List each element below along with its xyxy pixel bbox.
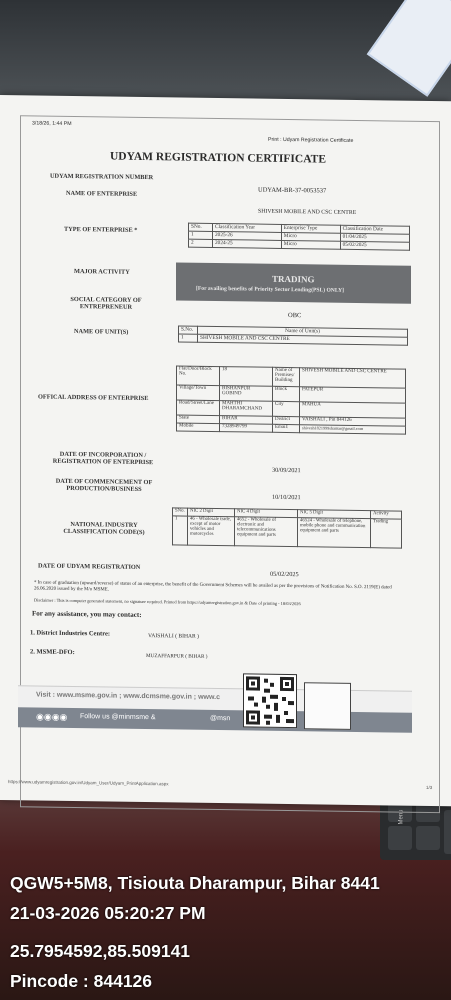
type-header: Enterprise Type — [281, 224, 340, 233]
social-icons: ◉◉◉◉ — [36, 711, 68, 722]
state-value: BIHAR — [220, 416, 273, 425]
nic-header: Activity — [371, 511, 402, 519]
type-cell: 2 — [189, 239, 213, 247]
units-header: Name of Unit(s) — [198, 326, 408, 337]
type-header: SNo. — [189, 223, 213, 231]
district-value: VAISHALI , Pin 844126 — [300, 417, 406, 426]
type-cell: 2024-25 — [213, 239, 282, 248]
reg-number-label: UDYAM REGISTRATION NUMBER — [50, 172, 154, 182]
menu-key-label: Menu — [398, 809, 405, 825]
type-cell: Micro — [281, 232, 340, 241]
incorporation-label: DATE OF INCORPORATION / REGISTRATION OF ENTERPRISE — [52, 450, 154, 467]
flat-value: 18 — [220, 367, 273, 387]
enterprise-name-value: SHIVESH MOBILE AND CSC CENTRE — [258, 208, 357, 216]
type-cell: 05/02/2025 — [340, 241, 409, 250]
nic-header: SNo. — [173, 508, 188, 516]
premises-label: Name of Premises/ Building — [273, 367, 300, 386]
geotag-datetime: 21-03-2026 05:20:27 PM — [10, 903, 206, 923]
dfo-value: MUZAFFARPUR ( BIHAR ) — [146, 653, 208, 660]
print-datetime: 3/18/26, 1:44 PM — [32, 120, 72, 127]
commencement-value: 10/10/2021 — [272, 493, 301, 502]
nic-cell: 46524 - Wholesale of telephone, mobile phone and communication equipment and parts — [298, 518, 371, 548]
type-cell: Micro — [281, 240, 340, 249]
social-label: SOCIAL CATEGORY OF ENTREPRENEUR — [70, 295, 142, 311]
assistance-label: For any assistance, you may contact: — [32, 609, 142, 619]
visit-text: Visit : www.msme.gov.in ; www.dcmsme.gov.in ; www.c — [36, 691, 220, 702]
mobile-label: Mobile — [177, 423, 220, 432]
incorporation-value: 30/09/2021 — [272, 466, 301, 475]
nic-header: NIC 2 Digit — [188, 508, 235, 517]
email-label: Email: — [273, 424, 300, 432]
units-label: NAME OF UNIT(S) — [74, 328, 129, 336]
activity-value: TRADING — [272, 273, 315, 285]
commencement-label: DATE OF COMMENCEMENT OF PRODUCTION/BUSINESS — [55, 477, 153, 493]
dic-label: 1. District Industries Centre: — [30, 629, 111, 638]
city-value: MAHUA — [300, 402, 406, 418]
footnote-disclaimer: Disclaimer : This is computer generated statement, no signature required. Printed from https://udyamregistration.gov.in & Date of printing - 18/03/2026 — [34, 597, 301, 607]
district-label: District — [273, 416, 300, 424]
activity-note: [For availing benefits of Priority Sector Lending(PSL) ONLY] — [196, 285, 344, 294]
geotag-coordinates: 25.7954592,85.509141 — [10, 941, 191, 961]
qr-code — [243, 673, 297, 728]
type-label: TYPE OF ENTERPRISE * — [64, 225, 138, 234]
units-header: S.No. — [179, 326, 198, 334]
road-value: MAHTHI DHARAMCHAND — [220, 401, 273, 417]
type-cell: 2025-26 — [213, 231, 282, 240]
activity-label: MAJOR ACTIVITY — [74, 268, 130, 276]
nic-cell: Trading — [371, 519, 402, 548]
udyam-date-value: 05/02/2025 — [270, 570, 299, 579]
units-table — [178, 325, 408, 345]
block-value: PATEPUR — [300, 387, 406, 403]
reg-number-value: UDYAM-BR-37-0053537 — [258, 186, 327, 195]
type-table — [188, 223, 410, 251]
type-header: Classification Date — [340, 225, 409, 234]
nic-header: NIC 5 Digit — [298, 510, 371, 519]
mobile-value: 7328949799 — [220, 424, 273, 433]
geotag-address: QGW5+5M8, Tisiouta Dharampur, Bihar 8441 — [10, 873, 380, 893]
city-label: City — [273, 401, 300, 416]
email-value: shivesh1821999shamar@gmail.com — [300, 425, 406, 434]
type-cell: 01/04/2025 — [340, 233, 409, 242]
premises-value: SHIVESH MOBILE AND CSC CENTRE — [300, 368, 406, 388]
block-label: Block — [273, 386, 300, 401]
nic-label: NATIONAL INDUSTRY CLASSIFICATION CODE(S) — [63, 520, 145, 537]
enterprise-name-label: NAME OF ENTERPRISE — [66, 189, 138, 198]
type-header: Classification Year — [213, 223, 282, 232]
certificate-title: UDYAM REGISTRATION CERTIFICATE — [110, 150, 327, 166]
flat-label: Flat/Door/Block No. — [177, 366, 220, 386]
url-footer: https://www.udyamregistration.gov.in/Udyam_User/Udyam_PrintApplication.aspx — [8, 779, 169, 787]
address-table — [176, 365, 406, 434]
type-cell: 1 — [189, 231, 213, 239]
village-value: BISHANPUR GOBIND — [220, 386, 273, 402]
nic-table — [172, 507, 402, 548]
nic-cell: 46 - Wholesale trade, except of motor vehicles and motorcycles — [188, 516, 235, 546]
village-label: Village/Town — [177, 385, 220, 401]
geotag-pincode: Pincode : 844126 — [10, 971, 153, 991]
table-row — [173, 516, 402, 548]
certificate-paper — [0, 95, 451, 806]
dic-value: VAISHALI ( BIHAR ) — [148, 633, 200, 640]
road-label: Road/Street/Lane — [177, 400, 220, 416]
page-number: 1/3 — [426, 784, 433, 791]
social-value: OBC — [288, 312, 302, 320]
units-cell: 1 — [179, 334, 198, 342]
nic-cell: 4652 - Wholesale of electronic and telecommunications equipment and parts — [235, 517, 298, 547]
state-label: State — [177, 415, 220, 424]
address-label: OFFICAL ADDRESS OF ENTERPRISE — [38, 393, 149, 403]
follow-text-2: @msn — [210, 714, 231, 723]
photo-box — [304, 682, 351, 730]
nic-header: NIC 4 Digit — [235, 509, 298, 518]
follow-text: Follow us @minmsme & — [80, 713, 156, 722]
udyam-date-label: DATE OF UDYAM REGISTRATION — [38, 562, 141, 571]
dfo-label: 2. MSME-DFO: — [30, 648, 75, 657]
nic-cell: 1 — [173, 516, 188, 545]
footnote-graduation: * In case of graduation (upward/reverse) of status of an enterprise, the benefit of the Government Schemes will be availed as per the provisions of Notification No. S.O. 2119(E) dated 26.06.2020 issued by the M/o MSME. — [34, 580, 392, 593]
print-title: Print : Udyam Registration Certificate — [268, 136, 354, 144]
units-cell: SHIVESH MOBILE AND CSC CENTRE — [198, 334, 408, 345]
